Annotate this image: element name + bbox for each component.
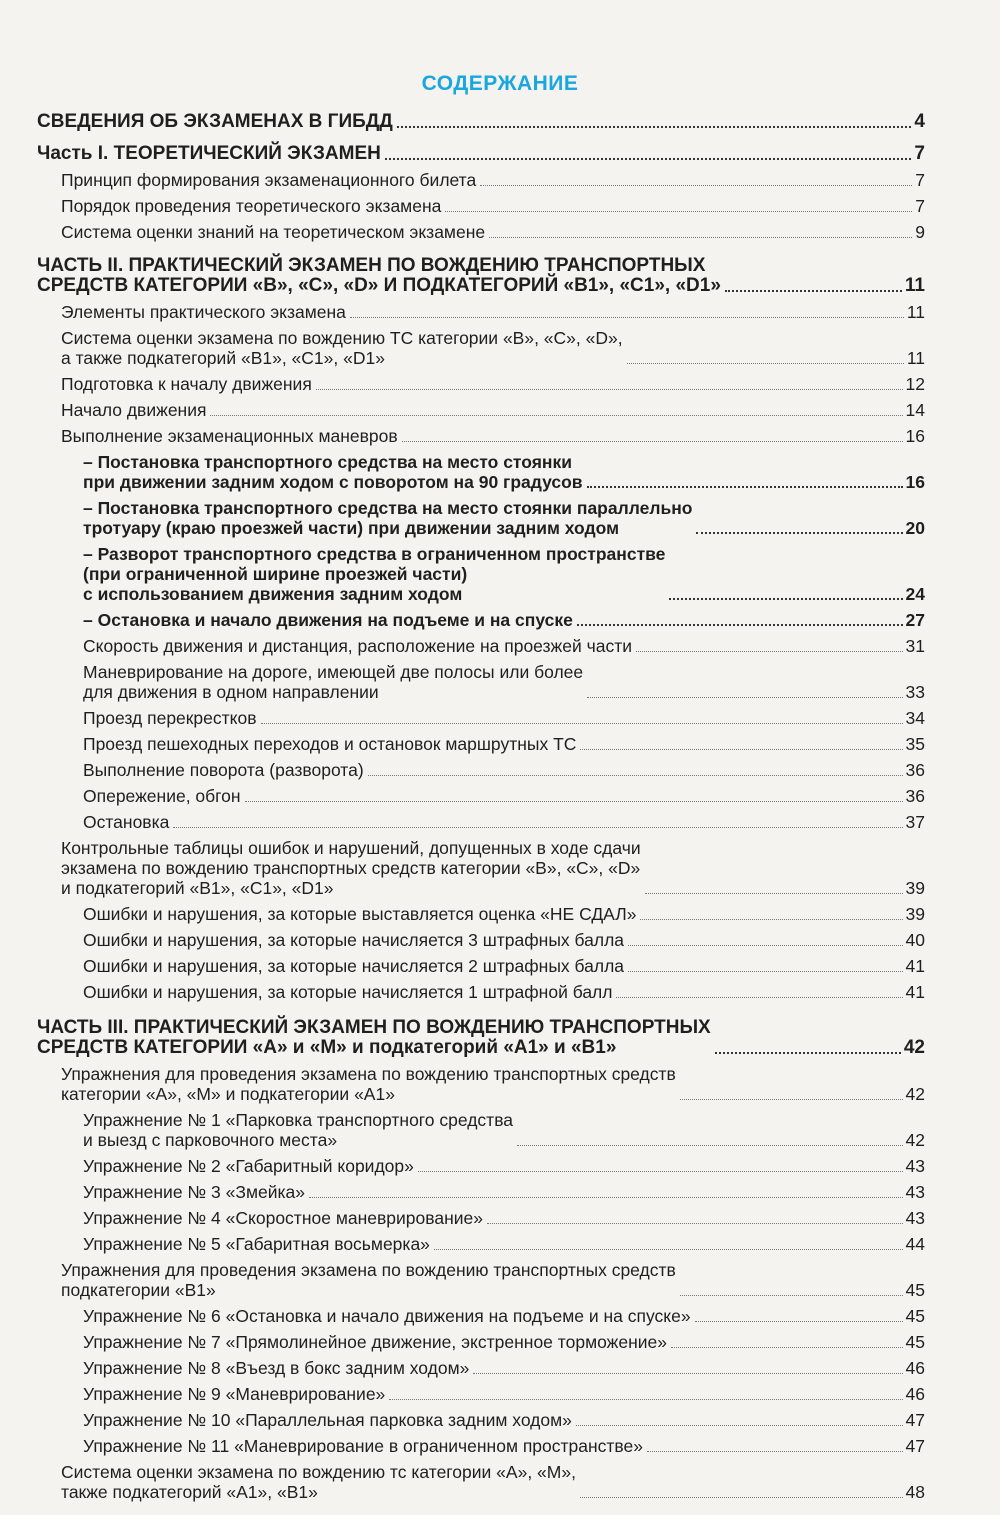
toc-entry-title: Часть I. ТЕОРЕТИЧЕСКИЙ ЭКЗАМЕН xyxy=(37,143,381,164)
toc-entry-title: Остановка xyxy=(83,812,170,832)
toc-entry-title: Упражнение № 7 «Прямолинейное движение, экстренное торможение» xyxy=(83,1332,667,1352)
toc-entry-title: Ошибки и нарушения, за которые начисляется 2 штрафных балла xyxy=(83,956,625,976)
dot-leader xyxy=(173,827,902,828)
toc-entry-page: 39 xyxy=(905,904,925,924)
toc-entry-title: Выполнение экзаменационных маневров xyxy=(61,426,398,446)
toc-entry-title: Подготовка к началу движения xyxy=(61,374,312,394)
toc-entry-page: 36 xyxy=(905,760,925,780)
toc-entry[interactable] xyxy=(37,930,925,950)
toc-entry-page: 41 xyxy=(905,956,925,976)
dot-leader xyxy=(576,1425,903,1426)
dot-leader xyxy=(628,945,903,946)
dot-leader xyxy=(397,126,912,128)
dot-leader xyxy=(385,158,912,160)
toc-entry[interactable] xyxy=(37,1306,925,1326)
toc-entry-title: Упражнение № 9 «Маневрирование» xyxy=(83,1384,386,1404)
dot-leader xyxy=(616,997,902,998)
toc-entry-title: Скорость движения и дистанция, расположение на проезжей части xyxy=(83,636,633,656)
toc-entry-title: – Постановка транспортного средства на место стоянки параллельно тротуару (краю проезжей части) при движении задним ходом xyxy=(83,498,693,538)
toc-entry[interactable] xyxy=(37,1110,925,1150)
toc-entry-title: ЧАСТЬ II. ПРАКТИЧЕСКИЙ ЭКЗАМЕН ПО ВОЖДЕНИЮ ТРАНСПОРТНЫХ СРЕДСТВ КАТЕГОРИИ «В», «С», «D» И ПОДКАТЕГОРИЙ «В1», «С1», «D1» xyxy=(37,255,721,296)
toc-entry[interactable] xyxy=(37,1018,925,1058)
toc-entry[interactable] xyxy=(37,144,925,164)
toc-entry-page: 4 xyxy=(914,111,925,132)
toc-entry-title: Система оценки экзамена по вождению тс категории «А», «М», также подкатегорий «А1», «В1» xyxy=(61,1462,576,1502)
dot-leader xyxy=(577,624,903,626)
dot-leader xyxy=(647,1451,903,1452)
toc-entry-title: Порядок проведения теоретического экзамена xyxy=(61,196,442,216)
dot-leader xyxy=(587,486,903,488)
toc-entry[interactable] xyxy=(37,662,925,702)
toc-entry[interactable] xyxy=(37,786,925,806)
dot-leader xyxy=(695,1321,903,1322)
toc-entry[interactable] xyxy=(37,1182,925,1202)
dot-leader xyxy=(210,415,902,416)
toc-entry-title: Ошибки и нарушения, за которые начисляется 3 штрафных балла xyxy=(83,930,625,950)
toc-entry[interactable] xyxy=(37,1260,925,1300)
toc-entry-page: 11 xyxy=(904,275,925,296)
dot-leader xyxy=(627,363,904,364)
toc-entry[interactable] xyxy=(37,1358,925,1378)
toc-entry-page: 12 xyxy=(905,374,925,394)
toc-entry-page: 36 xyxy=(905,786,925,806)
toc-entry[interactable] xyxy=(37,904,925,924)
toc-entry-page: 33 xyxy=(905,682,925,702)
toc-entry[interactable] xyxy=(37,112,925,132)
toc-entry-title: Упражнение № 6 «Остановка и начало движения на подъеме и на спуске» xyxy=(83,1306,691,1326)
toc-entry-title: – Разворот транспортного средства в ограниченном пространстве (при ограниченной ширине проезжей части) с использованием движения задним ходом xyxy=(83,544,666,604)
toc-entry-title: – Остановка и начало движения на подъеме и на спуске xyxy=(83,610,573,630)
dot-leader xyxy=(480,185,912,186)
dot-leader xyxy=(715,1052,901,1054)
toc-entry-title: Проезд перекрестков xyxy=(83,708,257,728)
toc-entry-page: 7 xyxy=(914,143,925,164)
toc-entry-page: 16 xyxy=(905,472,925,492)
dot-leader xyxy=(487,1223,903,1224)
dot-leader xyxy=(645,893,903,894)
dot-leader xyxy=(696,532,902,534)
dot-leader xyxy=(580,1497,903,1498)
toc-entry-page: 42 xyxy=(903,1037,925,1058)
toc-entry-page: 9 xyxy=(915,222,925,242)
toc-entry-page: 41 xyxy=(905,982,925,1002)
dot-leader xyxy=(587,697,902,698)
toc-entry[interactable] xyxy=(37,734,925,754)
toc-entry-title: Система оценки экзамена по вождению ТС категории «В», «С», «D», а также подкатегорий «В1», «С1», «D1» xyxy=(61,328,623,368)
dot-leader xyxy=(680,1295,903,1296)
toc-entry-page: 42 xyxy=(905,1084,925,1104)
table-of-contents xyxy=(37,112,925,1502)
dot-leader xyxy=(418,1171,903,1172)
toc-entry-title: Упражнение № 5 «Габаритная восьмерка» xyxy=(83,1234,430,1254)
toc-entry-page: 43 xyxy=(905,1182,925,1202)
toc-entry-title: Элементы практического экзамена xyxy=(61,302,346,322)
toc-entry[interactable] xyxy=(37,498,925,538)
toc-entry-page: 37 xyxy=(905,812,925,832)
toc-entry[interactable] xyxy=(37,982,925,1002)
dot-leader xyxy=(628,971,903,972)
toc-entry-page: 43 xyxy=(905,1208,925,1228)
toc-entry[interactable] xyxy=(37,400,925,420)
toc-entry[interactable] xyxy=(37,544,925,604)
toc-entry-title: Опережение, обгон xyxy=(83,786,241,806)
dot-leader xyxy=(640,919,902,920)
toc-entry[interactable] xyxy=(37,1234,925,1254)
dot-leader xyxy=(680,1099,903,1100)
toc-entry-page: 44 xyxy=(905,1234,925,1254)
dot-leader xyxy=(473,1373,902,1374)
toc-entry[interactable] xyxy=(37,256,925,296)
dot-leader xyxy=(489,237,912,238)
toc-entry[interactable] xyxy=(37,1208,925,1228)
dot-leader xyxy=(580,749,902,750)
toc-entry-page: 16 xyxy=(905,426,925,446)
dot-leader xyxy=(517,1145,902,1146)
toc-entry-page: 40 xyxy=(905,930,925,950)
toc-entry-page: 45 xyxy=(905,1306,925,1326)
toc-entry-page: 20 xyxy=(905,518,925,538)
toc-entry-title: СВЕДЕНИЯ ОБ ЭКЗАМЕНАХ В ГИБДД xyxy=(37,111,393,132)
toc-entry[interactable] xyxy=(37,222,925,242)
toc-entry[interactable] xyxy=(37,956,925,976)
toc-entry-title: Упражнения для проведения экзамена по вождению транспортных средств подкатегории «В1» xyxy=(61,1260,676,1300)
toc-entry[interactable] xyxy=(37,1462,925,1502)
toc-entry-page: 46 xyxy=(905,1358,925,1378)
toc-entry[interactable] xyxy=(37,708,925,728)
toc-entry-title: Упражнение № 2 «Габаритный коридор» xyxy=(83,1156,414,1176)
toc-entry-page: 11 xyxy=(906,302,925,322)
toc-entry[interactable] xyxy=(37,838,925,898)
toc-entry-page: 47 xyxy=(905,1436,925,1456)
dot-leader xyxy=(434,1249,903,1250)
toc-entry-title: – Постановка транспортного средства на место стоянки при движении задним ходом с поворотом на 90 градусов xyxy=(83,452,583,492)
toc-entry-title: Выполнение поворота (разворота) xyxy=(83,760,364,780)
toc-entry-page: 46 xyxy=(905,1384,925,1404)
dot-leader xyxy=(402,441,903,442)
toc-entry-title: Упражнение № 1 «Парковка транспортного средства и выезд с парковочного места» xyxy=(83,1110,514,1150)
toc-entry-title: Контрольные таблицы ошибок и нарушений, допущенных в ходе сдачи экзамена по вождению транспортных средств категории «В», «С», «D» и подкатегорий «В1», «С1», «D1» xyxy=(61,838,641,898)
toc-entry-title: Упражнение № 10 «Параллельная парковка задним ходом» xyxy=(83,1410,572,1430)
toc-entry[interactable] xyxy=(37,1156,925,1176)
toc-entry[interactable] xyxy=(37,1064,925,1104)
toc-entry-page: 47 xyxy=(905,1410,925,1430)
dot-leader xyxy=(636,651,903,652)
toc-entry-title: Маневрирование на дороге, имеющей две полосы или более для движения в одном направлении xyxy=(83,662,584,702)
dot-leader xyxy=(389,1399,902,1400)
dot-leader xyxy=(725,290,902,292)
toc-entry[interactable] xyxy=(37,196,925,216)
toc-entry-page: 31 xyxy=(905,636,925,656)
toc-entry-title: Начало движения xyxy=(61,400,207,420)
toc-entry[interactable] xyxy=(37,452,925,492)
toc-entry-page: 7 xyxy=(915,170,925,190)
toc-entry[interactable] xyxy=(37,170,925,190)
dot-leader xyxy=(261,723,903,724)
toc-entry-title: Упражнения для проведения экзамена по вождению транспортных средств категории «А», «М» и подкатегории «А1» xyxy=(61,1064,676,1104)
dot-leader xyxy=(309,1197,903,1198)
toc-entry[interactable] xyxy=(37,426,925,446)
toc-entry[interactable] xyxy=(37,374,925,394)
toc-entry-title: Принцип формирования экзаменационного билета xyxy=(61,170,477,190)
toc-entry-page: 45 xyxy=(905,1332,925,1352)
toc-entry-page: 24 xyxy=(905,584,925,604)
toc-entry-title: Упражнение № 4 «Скоростное маневрирование» xyxy=(83,1208,483,1228)
toc-entry-title: Упражнение № 8 «Въезд в бокс задним ходом» xyxy=(83,1358,470,1378)
toc-entry[interactable] xyxy=(37,1384,925,1404)
toc-entry[interactable] xyxy=(37,812,925,832)
toc-entry-title: Упражнение № 3 «Змейка» xyxy=(83,1182,305,1202)
toc-entry-page: 14 xyxy=(905,400,925,420)
toc-entry-title: Ошибки и нарушения, за которые начисляется 1 штрафной балл xyxy=(83,982,613,1002)
dot-leader xyxy=(671,1347,903,1348)
toc-entry-page: 35 xyxy=(905,734,925,754)
toc-entry-title: Система оценки знаний на теоретическом экзамене xyxy=(61,222,486,242)
toc-entry-title: Проезд пешеходных переходов и остановок маршрутных ТС xyxy=(83,734,577,754)
toc-entry-title: Ошибки и нарушения, за которые выставляется оценка «НЕ СДАЛ» xyxy=(83,904,637,924)
dot-leader xyxy=(350,317,904,318)
dot-leader xyxy=(245,801,903,802)
toc-entry[interactable] xyxy=(37,1332,925,1352)
toc-entry-title: ЧАСТЬ III. ПРАКТИЧЕСКИЙ ЭКЗАМЕН ПО ВОЖДЕНИЮ ТРАНСПОРТНЫХ СРЕДСТВ КАТЕГОРИИ «А» и «М» и подкатегорий «А1» и «В1» xyxy=(37,1017,711,1058)
dot-leader xyxy=(316,389,903,390)
toc-entry-page: 43 xyxy=(905,1156,925,1176)
dot-leader xyxy=(368,775,903,776)
toc-entry[interactable] xyxy=(37,760,925,780)
toc-entry-page: 7 xyxy=(915,196,925,216)
dot-leader xyxy=(445,211,912,212)
toc-entry-page: 34 xyxy=(905,708,925,728)
toc-entry-page: 39 xyxy=(905,878,925,898)
toc-entry[interactable] xyxy=(37,328,925,368)
page-title: СОДЕРЖАНИЕ xyxy=(421,72,579,95)
toc-entry-page: 45 xyxy=(905,1280,925,1300)
toc-entry-page: 27 xyxy=(905,610,925,630)
toc-entry-page: 11 xyxy=(906,348,925,368)
toc-entry[interactable] xyxy=(37,302,925,322)
toc-entry-page: 48 xyxy=(905,1482,925,1502)
toc-entry[interactable] xyxy=(37,1410,925,1430)
toc-entry[interactable] xyxy=(37,636,925,656)
toc-entry-page: 42 xyxy=(905,1130,925,1150)
toc-entry[interactable] xyxy=(37,610,925,630)
toc-entry-title: Упражнение № 11 «Маневрирование в ограниченном пространстве» xyxy=(83,1436,643,1456)
dot-leader xyxy=(669,598,902,600)
toc-entry[interactable] xyxy=(37,1436,925,1456)
